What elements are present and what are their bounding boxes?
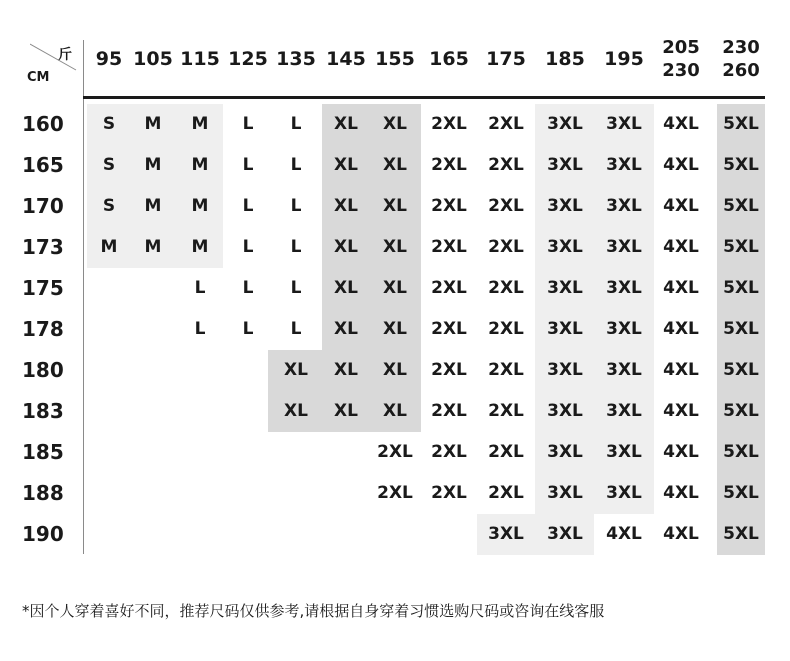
size-cell: 5XL [723,442,759,462]
size-cell: 3XL [547,114,583,134]
size-cell: 2XL [431,155,467,175]
weight-header-3: 125 [228,48,268,70]
size-cell: XL [334,155,358,175]
size-cell: XL [284,401,308,421]
size-cell: XL [383,319,407,339]
size-cell: S [102,114,116,134]
size-cell: 3XL [606,237,642,257]
size-cell: 3XL [606,278,642,298]
size-cell: XL [284,360,308,380]
size-cell: M [191,114,209,134]
height-label: 170 [22,194,64,218]
weight-header-12 [711,38,771,80]
size-cell: 2XL [488,278,524,298]
size-cell: 4XL [663,319,699,339]
weight-header-8: 175 [486,48,526,70]
size-cell: 4XL [663,524,699,544]
size-cell: L [290,237,302,257]
size-cell: 2XL [431,442,467,462]
height-label: 188 [22,481,64,505]
size-cell: M [191,196,209,216]
size-cell: L [290,278,302,298]
size-cell: 5XL [723,360,759,380]
size-cell: 4XL [663,401,699,421]
height-label: 173 [22,235,64,259]
size-cell: L [242,237,254,257]
size-cell: 2XL [377,483,413,503]
size-cell: 2XL [431,401,467,421]
size-cell: L [242,114,254,134]
size-cell: XL [334,278,358,298]
weight-header-2: 115 [180,48,220,70]
size-cell: M [100,237,118,257]
size-cell: 4XL [606,524,642,544]
size-cell: XL [334,319,358,339]
size-cell: 3XL [547,442,583,462]
size-cell: 5XL [723,278,759,298]
size-cell: M [144,196,162,216]
size-cell: L [194,319,206,339]
size-cell: 5XL [723,114,759,134]
size-cell: 5XL [723,237,759,257]
size-cell: 5XL [723,196,759,216]
height-label: 190 [22,522,64,546]
size-cell: 2XL [431,483,467,503]
size-cell: XL [383,278,407,298]
size-cell: L [290,114,302,134]
height-label: 165 [22,153,64,177]
weight-header-min: 230 [722,37,760,58]
weight-header-max: 260 [722,60,760,81]
footnote: *因个人穿着喜好不同，推荐尺码仅供参考,请根据自身穿着习惯选购尺码或咨询在线客服 [22,602,605,620]
weight-header-6: 155 [375,48,415,70]
size-cell: L [242,319,254,339]
size-cell: 5XL [723,524,759,544]
size-cell: XL [383,114,407,134]
header-divider-horizontal [83,96,765,99]
height-label: 185 [22,440,64,464]
size-cell: 3XL [547,237,583,257]
size-cell: 3XL [547,155,583,175]
weight-unit-label: 斤 [58,47,72,63]
size-cell: XL [383,360,407,380]
size-cell: 4XL [663,442,699,462]
size-cell: 4XL [663,237,699,257]
size-cell: M [144,155,162,175]
size-cell: L [242,278,254,298]
size-cell: XL [334,237,358,257]
size-cell: 2XL [488,319,524,339]
size-cell: 3XL [547,483,583,503]
size-cell: M [191,155,209,175]
size-cell: 3XL [606,319,642,339]
size-cell: 5XL [723,155,759,175]
size-cell: 2XL [377,442,413,462]
size-cell: 3XL [606,155,642,175]
size-cell: 3XL [606,114,642,134]
height-label: 183 [22,399,64,423]
size-cell: S [102,155,116,175]
size-cell: 2XL [488,401,524,421]
size-cell: 2XL [431,237,467,257]
size-cell: 4XL [663,196,699,216]
size-cell: 5XL [723,401,759,421]
size-cell: 4XL [663,155,699,175]
size-cell: M [191,237,209,257]
size-cell: 4XL [663,278,699,298]
size-cell: L [194,278,206,298]
size-cell: S [102,196,116,216]
size-cell: 3XL [547,319,583,339]
weight-header-1: 105 [133,48,173,70]
size-cell: XL [334,401,358,421]
size-cell: 3XL [547,278,583,298]
height-label: 178 [22,317,64,341]
size-cell: 3XL [606,401,642,421]
weight-header-max: 230 [662,60,700,81]
size-cell: 4XL [663,483,699,503]
weight-header-10: 195 [604,48,644,70]
size-cell: 5XL [723,483,759,503]
size-cell: 4XL [663,360,699,380]
size-cell: 3XL [547,196,583,216]
weight-header-7: 165 [429,48,469,70]
size-cell: 2XL [431,319,467,339]
size-cell: 2XL [488,155,524,175]
size-cell: L [242,196,254,216]
size-cell: 2XL [488,196,524,216]
size-cell: 3XL [488,524,524,544]
size-cell: 2XL [431,114,467,134]
size-cell: 3XL [547,401,583,421]
weight-header-9: 185 [545,48,585,70]
size-cell: XL [334,196,358,216]
size-cell: 2XL [488,237,524,257]
size-cell: M [144,114,162,134]
size-cell: L [290,196,302,216]
size-cell: 2XL [488,114,524,134]
height-label: 175 [22,276,64,300]
size-cell: XL [383,196,407,216]
size-cell: 3XL [547,360,583,380]
size-cell: 2XL [431,196,467,216]
size-cell: L [290,319,302,339]
height-unit-label: CM [27,70,50,85]
weight-header-11 [651,38,711,80]
weight-header-5: 145 [326,48,366,70]
size-cell: 4XL [663,114,699,134]
size-cell: L [242,155,254,175]
size-cell: 2XL [431,360,467,380]
size-cell: 5XL [723,319,759,339]
height-label: 180 [22,358,64,382]
size-cell: XL [383,401,407,421]
size-cell: L [290,155,302,175]
size-cell: 2XL [488,442,524,462]
size-cell: 3XL [606,442,642,462]
size-cell: 3XL [606,360,642,380]
size-cell: M [144,237,162,257]
size-cell: XL [383,237,407,257]
height-label: 160 [22,112,64,136]
weight-header-min: 205 [662,37,700,58]
size-cell: XL [334,114,358,134]
size-cell: XL [334,360,358,380]
size-cell: XL [383,155,407,175]
size-cell: 3XL [606,196,642,216]
size-cell: 2XL [488,360,524,380]
weight-header-4: 135 [276,48,316,70]
size-cell: 3XL [547,524,583,544]
size-cell: 3XL [606,483,642,503]
size-cell: 2XL [488,483,524,503]
size-cell: 2XL [431,278,467,298]
weight-header-0: 95 [95,48,123,70]
